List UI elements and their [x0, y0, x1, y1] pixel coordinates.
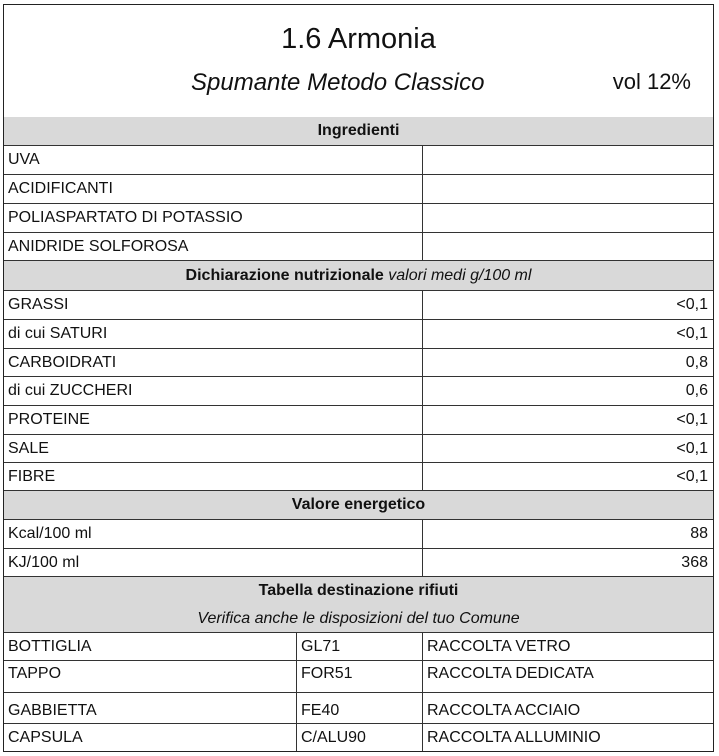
waste-code: C/ALU90 — [297, 724, 423, 751]
waste-disposal: RACCOLTA DEDICATA — [427, 665, 594, 682]
ingredient-value — [423, 204, 713, 232]
nutrition-row — [4, 406, 713, 435]
waste-item: CAPSULA — [4, 724, 297, 751]
energy-heading-text: Valore energetico — [291, 496, 426, 513]
alcohol-volume: vol 12% — [612, 69, 691, 94]
nutrient-label: di cui ZUCCHERI — [4, 377, 423, 405]
ingredient-label: UVA — [4, 146, 423, 174]
nutrient-label: PROTEINE — [4, 406, 423, 434]
ingredient-label: ANIDRIDE SOLFOROSA — [4, 233, 423, 260]
waste-item: TAPPO — [4, 661, 297, 692]
nutrient-label: FIBRE — [4, 463, 423, 490]
ingredient-row — [4, 175, 713, 204]
nutrient-value: <0,1 — [676, 467, 708, 485]
waste-row — [4, 693, 713, 724]
ingredient-value — [423, 233, 713, 260]
waste-heading-text: Tabella destinazione rifiuti — [258, 582, 459, 599]
nutrient-label: di cui SATURI — [4, 320, 423, 348]
energy-value: 368 — [681, 553, 708, 571]
nutrient-value: <0,1 — [676, 296, 708, 313]
product-title: 1.6 Armonia — [281, 23, 436, 55]
nutrient-label: SALE — [4, 435, 423, 462]
ingredient-label: ACIDIFICANTI — [4, 175, 423, 203]
nutrient-value: <0,1 — [676, 325, 708, 342]
ingredient-value — [423, 175, 713, 203]
waste-code: GL71 — [297, 633, 423, 660]
nutrient-value: 0,8 — [685, 353, 708, 371]
nutrition-row — [4, 349, 713, 377]
nutrition-heading-bold: Dichiarazione nutrizionale — [185, 267, 384, 284]
ingredient-row — [4, 233, 713, 261]
nutrition-heading — [4, 261, 713, 291]
waste-item: GABBIETTA — [4, 693, 297, 723]
product-subtitle: Spumante Metodo Classico — [191, 69, 485, 96]
waste-disposal: RACCOLTA ACCIAIO — [427, 702, 581, 719]
waste-disposal: RACCOLTA VETRO — [427, 637, 571, 655]
ingredient-value — [423, 146, 713, 174]
ingredient-row — [4, 146, 713, 175]
nutrition-heading-italic: valori medi g/100 ml — [388, 267, 532, 284]
energy-row — [4, 549, 713, 577]
waste-code: FOR51 — [297, 661, 423, 692]
energy-label: Kcal/100 ml — [4, 520, 423, 548]
waste-note: Verifica anche le disposizioni del tuo Comune — [197, 610, 520, 627]
nutrition-row — [4, 320, 713, 349]
energy-value: 88 — [690, 525, 708, 542]
energy-label: KJ/100 ml — [4, 549, 423, 576]
ingredient-row — [4, 204, 713, 233]
nutrient-label: CARBOIDRATI — [4, 349, 423, 376]
wine-label-sheet — [3, 4, 714, 752]
nutrition-row — [4, 291, 713, 320]
waste-row — [4, 633, 713, 661]
waste-heading — [4, 577, 713, 633]
nutrition-row — [4, 463, 713, 491]
energy-heading — [4, 491, 713, 520]
ingredients-heading — [4, 117, 713, 146]
nutrition-row — [4, 377, 713, 406]
nutrient-value: 0,6 — [685, 382, 708, 399]
nutrition-row — [4, 435, 713, 463]
waste-row — [4, 661, 713, 693]
nutrient-value: <0,1 — [676, 439, 708, 457]
waste-row — [4, 724, 713, 751]
ingredients-heading-text: Ingredienti — [317, 122, 400, 139]
title-block — [4, 5, 713, 118]
ingredient-label: POLIASPARTATO DI POTASSIO — [4, 204, 423, 232]
energy-row — [4, 520, 713, 549]
waste-disposal: RACCOLTA ALLUMINIO — [427, 728, 601, 746]
nutrient-value: <0,1 — [676, 411, 708, 428]
waste-code: FE40 — [297, 693, 423, 723]
nutrient-label: GRASSI — [4, 291, 423, 319]
waste-item: BOTTIGLIA — [4, 633, 297, 660]
